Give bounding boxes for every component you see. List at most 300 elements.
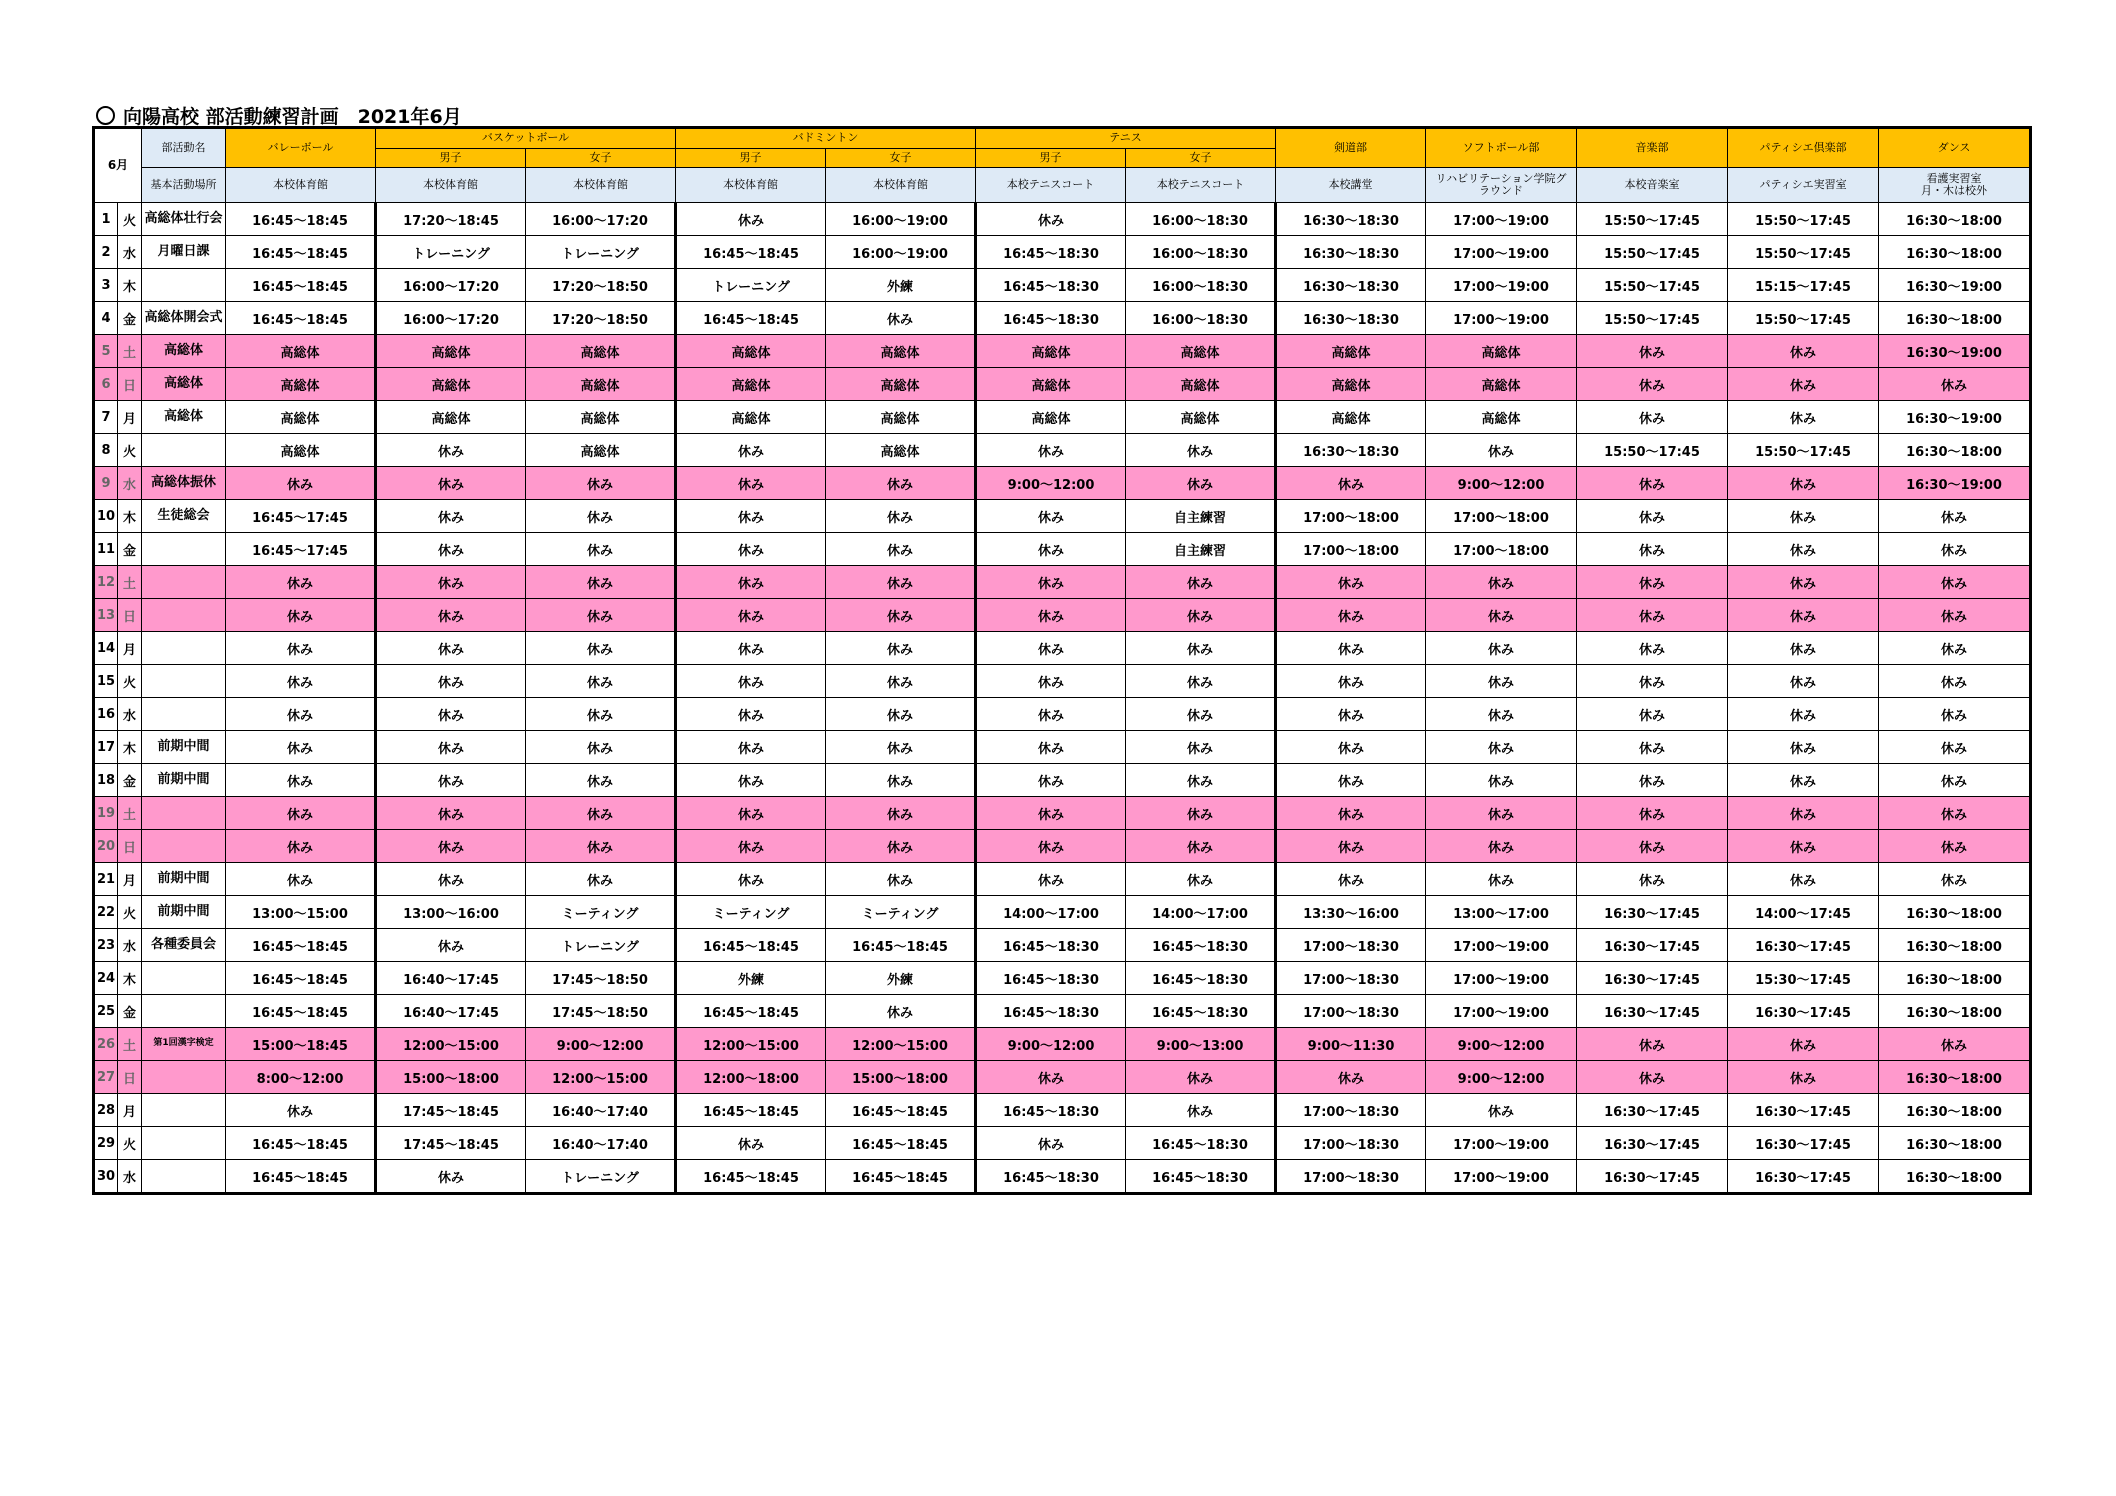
table-row bbox=[94, 962, 2031, 995]
schedule-cell: 休み bbox=[976, 731, 1126, 764]
schedule-cell: 16:00～17:20 bbox=[526, 203, 676, 236]
schedule-cell: 16:45～18:45 bbox=[226, 1127, 376, 1160]
schedule-cell: 休み bbox=[1577, 1061, 1728, 1094]
day-number: 19 bbox=[94, 797, 118, 830]
schedule-cell: 休み bbox=[1126, 1094, 1276, 1127]
schedule-cell: ミーティング bbox=[676, 896, 826, 929]
table-row bbox=[94, 1160, 2031, 1194]
schedule-cell: 16:00～17:20 bbox=[376, 269, 526, 302]
schedule-cell: 高総体 bbox=[1276, 335, 1426, 368]
schedule-cell: 休み bbox=[1577, 632, 1728, 665]
schedule-cell: 外練 bbox=[826, 269, 976, 302]
schedule-cell: 休み bbox=[1276, 863, 1426, 896]
schedule-cell: 休み bbox=[1126, 731, 1276, 764]
schedule-cell: 12:00～15:00 bbox=[826, 1028, 976, 1061]
schedule-cell: 17:45～18:50 bbox=[526, 962, 676, 995]
schedule-cell: 14:00～17:00 bbox=[1126, 896, 1276, 929]
schedule-cell: 16:45～18:30 bbox=[976, 236, 1126, 269]
schedule-cell: 12:00～15:00 bbox=[676, 1028, 826, 1061]
schedule-cell: 17:00～19:00 bbox=[1426, 236, 1577, 269]
schedule-cell: 休み bbox=[1426, 863, 1577, 896]
schedule-cell: 高総体 bbox=[226, 335, 376, 368]
schedule-cell: 16:30～18:00 bbox=[1879, 203, 2031, 236]
day-of-week: 水 bbox=[118, 236, 142, 269]
schedule-cell: 17:00～18:00 bbox=[1426, 533, 1577, 566]
table-row bbox=[94, 632, 2031, 665]
schedule-cell: 9:00～12:00 bbox=[526, 1028, 676, 1061]
schedule-cell: 休み bbox=[676, 203, 826, 236]
event-cell: 第1回漢字検定 bbox=[142, 1028, 226, 1061]
day-of-week: 木 bbox=[118, 269, 142, 302]
event-cell bbox=[142, 1094, 226, 1127]
schedule-cell: 16:45～18:45 bbox=[226, 269, 376, 302]
schedule-cell: 高総体 bbox=[976, 335, 1126, 368]
schedule-cell: 16:00～18:30 bbox=[1126, 302, 1276, 335]
schedule-cell: 休み bbox=[1126, 599, 1276, 632]
event-cell: 前期中間 bbox=[142, 764, 226, 797]
schedule-cell: 休み bbox=[526, 764, 676, 797]
schedule-cell: 休み bbox=[1577, 467, 1728, 500]
schedule-cell: 休み bbox=[376, 1160, 526, 1194]
schedule-cell: 16:30～17:45 bbox=[1728, 1094, 1879, 1127]
schedule-cell: 休み bbox=[226, 1094, 376, 1127]
page-title bbox=[96, 102, 462, 129]
schedule-cell: 9:00～12:00 bbox=[976, 1028, 1126, 1061]
schedule-cell: 休み bbox=[1728, 1061, 1879, 1094]
schedule-cell: 休み bbox=[1728, 368, 1879, 401]
schedule-cell: 休み bbox=[826, 599, 976, 632]
schedule-cell: 休み bbox=[526, 467, 676, 500]
month-cell: 6月 bbox=[94, 128, 142, 203]
schedule-cell: 16:30～17:45 bbox=[1577, 1094, 1728, 1127]
day-number: 24 bbox=[94, 962, 118, 995]
schedule-cell: 休み bbox=[226, 467, 376, 500]
schedule-cell: 13:00～17:00 bbox=[1426, 896, 1577, 929]
schedule-cell: 休み bbox=[826, 995, 976, 1028]
event-cell bbox=[142, 269, 226, 302]
day-number: 13 bbox=[94, 599, 118, 632]
schedule-cell: 13:00～15:00 bbox=[226, 896, 376, 929]
col-basketball: バスケットボール bbox=[376, 128, 676, 149]
schedule-cell: 休み bbox=[1276, 698, 1426, 731]
schedule-cell: 休み bbox=[1426, 566, 1577, 599]
schedule-cell: 休み bbox=[1728, 566, 1879, 599]
loc-music: 本校音楽室 bbox=[1577, 168, 1728, 203]
event-cell: 各種委員会 bbox=[142, 929, 226, 962]
schedule-cell: 16:45～18:45 bbox=[676, 929, 826, 962]
table-row bbox=[94, 896, 2031, 929]
schedule-cell: 休み bbox=[976, 1127, 1126, 1160]
table-row bbox=[94, 500, 2031, 533]
schedule-cell: 休み bbox=[1577, 665, 1728, 698]
schedule-cell: 休み bbox=[1276, 665, 1426, 698]
schedule-cell: 16:45～18:45 bbox=[826, 1127, 976, 1160]
schedule-cell: 休み bbox=[976, 599, 1126, 632]
event-cell bbox=[142, 995, 226, 1028]
page-title-text: 向陽高校 部活動練習計画 2021年6月 bbox=[123, 106, 462, 128]
day-number: 22 bbox=[94, 896, 118, 929]
schedule-cell: 休み bbox=[676, 731, 826, 764]
schedule-cell: 休み bbox=[676, 830, 826, 863]
schedule-cell: 16:45～18:45 bbox=[226, 1160, 376, 1194]
day-number: 9 bbox=[94, 467, 118, 500]
schedule-cell: 16:00～17:20 bbox=[376, 302, 526, 335]
schedule-cell: 休み bbox=[826, 665, 976, 698]
table-row bbox=[94, 830, 2031, 863]
schedule-cell: 16:45～18:45 bbox=[226, 302, 376, 335]
schedule-cell: 15:15～17:45 bbox=[1728, 269, 1879, 302]
schedule-cell: 休み bbox=[1126, 467, 1276, 500]
day-number: 2 bbox=[94, 236, 118, 269]
schedule-cell: 17:45～18:50 bbox=[526, 995, 676, 1028]
col-badminton-male: 男子 bbox=[676, 149, 826, 168]
schedule-cell: 休み bbox=[826, 467, 976, 500]
schedule-cell: 16:30～17:45 bbox=[1728, 995, 1879, 1028]
event-cell: 高総体壮行会 bbox=[142, 203, 226, 236]
schedule-cell: 休み bbox=[976, 665, 1126, 698]
schedule-cell: 17:45～18:45 bbox=[376, 1127, 526, 1160]
day-of-week: 土 bbox=[118, 566, 142, 599]
day-number: 5 bbox=[94, 335, 118, 368]
event-cell bbox=[142, 566, 226, 599]
day-of-week: 土 bbox=[118, 335, 142, 368]
schedule-cell: 16:40～17:45 bbox=[376, 995, 526, 1028]
schedule-cell: 休み bbox=[1577, 830, 1728, 863]
schedule-cell: 休み bbox=[1126, 764, 1276, 797]
schedule-cell: 休み bbox=[1577, 731, 1728, 764]
schedule-cell: 休み bbox=[1879, 830, 2031, 863]
schedule-cell: 16:30～19:00 bbox=[1879, 335, 2031, 368]
schedule-cell: 17:00～19:00 bbox=[1426, 1127, 1577, 1160]
col-patissier: パティシエ倶楽部 bbox=[1728, 128, 1879, 168]
schedule-cell: 休み bbox=[1126, 632, 1276, 665]
schedule-cell: 17:20～18:50 bbox=[526, 269, 676, 302]
event-cell bbox=[142, 1160, 226, 1194]
schedule-cell: 休み bbox=[1577, 335, 1728, 368]
schedule-cell: 休み bbox=[826, 632, 976, 665]
schedule-cell: 16:45～17:45 bbox=[226, 500, 376, 533]
event-cell bbox=[142, 665, 226, 698]
schedule-cell: 休み bbox=[976, 203, 1126, 236]
schedule-cell: 休み bbox=[976, 797, 1126, 830]
col-basketball-male: 男子 bbox=[376, 149, 526, 168]
schedule-cell: 休み bbox=[1126, 434, 1276, 467]
schedule-cell: 休み bbox=[1728, 863, 1879, 896]
schedule-cell: 休み bbox=[526, 830, 676, 863]
schedule-cell: 高総体 bbox=[1426, 401, 1577, 434]
schedule-cell: 休み bbox=[826, 533, 976, 566]
event-cell bbox=[142, 632, 226, 665]
schedule-cell: 高総体 bbox=[976, 401, 1126, 434]
table-row bbox=[94, 797, 2031, 830]
schedule-cell: 16:45～18:45 bbox=[676, 236, 826, 269]
schedule-cell: 休み bbox=[376, 731, 526, 764]
schedule-cell: 9:00～12:00 bbox=[1426, 467, 1577, 500]
schedule-cell: 休み bbox=[676, 632, 826, 665]
schedule-cell: 17:00～19:00 bbox=[1426, 302, 1577, 335]
day-number: 6 bbox=[94, 368, 118, 401]
day-number: 12 bbox=[94, 566, 118, 599]
loc-patissier: パティシエ実習室 bbox=[1728, 168, 1879, 203]
day-number: 18 bbox=[94, 764, 118, 797]
schedule-cell: 休み bbox=[376, 467, 526, 500]
schedule-cell: 16:30～17:45 bbox=[1577, 995, 1728, 1028]
schedule-cell: 16:45～18:30 bbox=[976, 995, 1126, 1028]
schedule-cell: 15:50～17:45 bbox=[1728, 302, 1879, 335]
schedule-cell: 16:30～17:45 bbox=[1577, 1127, 1728, 1160]
schedule-cell: 外練 bbox=[676, 962, 826, 995]
schedule-cell: 休み bbox=[1728, 731, 1879, 764]
event-cell: 生徒総会 bbox=[142, 500, 226, 533]
schedule-cell: トレーニング bbox=[526, 929, 676, 962]
schedule-cell: 16:45～18:45 bbox=[226, 995, 376, 1028]
schedule-cell: 15:50～17:45 bbox=[1577, 236, 1728, 269]
day-of-week: 土 bbox=[118, 797, 142, 830]
schedule-cell: 休み bbox=[976, 1061, 1126, 1094]
schedule-cell: 休み bbox=[1126, 830, 1276, 863]
table-row bbox=[94, 995, 2031, 1028]
schedule-cell: 17:00～18:00 bbox=[1276, 500, 1426, 533]
schedule-cell: 16:45～18:30 bbox=[976, 1160, 1126, 1194]
schedule-cell: 16:30～18:00 bbox=[1879, 1094, 2031, 1127]
schedule-cell: 休み bbox=[1728, 599, 1879, 632]
schedule-cell: 16:30～18:00 bbox=[1879, 434, 2031, 467]
schedule-cell: 16:30～18:00 bbox=[1879, 929, 2031, 962]
schedule-cell: 高総体 bbox=[1126, 401, 1276, 434]
schedule-cell: 休み bbox=[1126, 698, 1276, 731]
schedule-cell: 高総体 bbox=[676, 335, 826, 368]
table-row bbox=[94, 335, 2031, 368]
schedule-cell: ミーティング bbox=[826, 896, 976, 929]
schedule-cell: 休み bbox=[676, 500, 826, 533]
schedule-cell: 休み bbox=[1276, 467, 1426, 500]
schedule-cell: 休み bbox=[1879, 368, 2031, 401]
schedule-cell: 休み bbox=[1879, 863, 2031, 896]
schedule-cell: 休み bbox=[676, 797, 826, 830]
schedule-cell: 高総体 bbox=[1426, 335, 1577, 368]
schedule-cell: 休み bbox=[376, 566, 526, 599]
schedule-cell: 休み bbox=[1276, 731, 1426, 764]
schedule-cell: 休み bbox=[1426, 830, 1577, 863]
schedule-cell: 休み bbox=[976, 632, 1126, 665]
schedule-cell: 休み bbox=[226, 731, 376, 764]
schedule-cell: 休み bbox=[976, 434, 1126, 467]
schedule-cell: 16:45～18:45 bbox=[226, 236, 376, 269]
loc-dance: 看護実習室 月・木は校外 bbox=[1879, 168, 2031, 203]
day-number: 15 bbox=[94, 665, 118, 698]
schedule-cell: 休み bbox=[1577, 566, 1728, 599]
event-cell bbox=[142, 533, 226, 566]
schedule-cell: 12:00～15:00 bbox=[526, 1061, 676, 1094]
day-of-week: 日 bbox=[118, 368, 142, 401]
schedule-cell: 17:00～18:00 bbox=[1426, 500, 1577, 533]
schedule-cell: 16:45～18:30 bbox=[976, 962, 1126, 995]
schedule-cell: 休み bbox=[676, 665, 826, 698]
schedule-cell: 休み bbox=[826, 302, 976, 335]
day-of-week: 火 bbox=[118, 1127, 142, 1160]
schedule-cell: 休み bbox=[1728, 698, 1879, 731]
day-number: 23 bbox=[94, 929, 118, 962]
schedule-cell: 休み bbox=[976, 566, 1126, 599]
col-tennis-male: 男子 bbox=[976, 149, 1126, 168]
schedule-cell: 休み bbox=[376, 632, 526, 665]
schedule-cell: 16:30～17:45 bbox=[1577, 929, 1728, 962]
schedule-cell: 高総体 bbox=[826, 335, 976, 368]
schedule-cell: 休み bbox=[376, 863, 526, 896]
schedule-cell: 16:45～18:45 bbox=[226, 962, 376, 995]
event-cell bbox=[142, 599, 226, 632]
schedule-cell: 休み bbox=[676, 764, 826, 797]
schedule-cell: 12:00～15:00 bbox=[376, 1028, 526, 1061]
schedule-cell: 16:45～18:30 bbox=[1126, 1160, 1276, 1194]
col-music: 音楽部 bbox=[1577, 128, 1728, 168]
schedule-cell: 休み bbox=[1426, 632, 1577, 665]
schedule-cell: 16:30～18:00 bbox=[1879, 896, 2031, 929]
schedule-cell: 休み bbox=[676, 863, 826, 896]
schedule-cell: 休み bbox=[1126, 1061, 1276, 1094]
schedule-cell: 16:45～18:45 bbox=[826, 1094, 976, 1127]
table-row bbox=[94, 368, 2031, 401]
schedule-cell: 高総体 bbox=[826, 434, 976, 467]
table-row bbox=[94, 863, 2031, 896]
col-basketball-female: 女子 bbox=[526, 149, 676, 168]
table-row bbox=[94, 269, 2031, 302]
day-number: 21 bbox=[94, 863, 118, 896]
schedule-cell: 16:30～18:00 bbox=[1879, 962, 2031, 995]
schedule-cell: 休み bbox=[1276, 797, 1426, 830]
schedule-cell: 9:00～11:30 bbox=[1276, 1028, 1426, 1061]
schedule-cell: 16:45～18:30 bbox=[1126, 1127, 1276, 1160]
schedule-cell: 高総体 bbox=[526, 335, 676, 368]
schedule-cell: 休み bbox=[976, 500, 1126, 533]
schedule-cell: 高総体 bbox=[676, 401, 826, 434]
schedule-cell: 休み bbox=[526, 566, 676, 599]
schedule-cell: 16:30～18:00 bbox=[1879, 1127, 2031, 1160]
day-of-week: 日 bbox=[118, 599, 142, 632]
day-of-week: 水 bbox=[118, 1160, 142, 1194]
schedule-cell: 休み bbox=[526, 533, 676, 566]
schedule-cell: 休み bbox=[1577, 368, 1728, 401]
schedule-cell: 16:30～18:30 bbox=[1276, 236, 1426, 269]
schedule-cell: 休み bbox=[1577, 533, 1728, 566]
schedule-cell: 休み bbox=[376, 764, 526, 797]
schedule-cell: 16:30～18:00 bbox=[1879, 1160, 2031, 1194]
schedule-cell: 休み bbox=[1728, 632, 1879, 665]
day-of-week: 月 bbox=[118, 1094, 142, 1127]
schedule-cell: 休み bbox=[976, 698, 1126, 731]
schedule-cell: 休み bbox=[1126, 566, 1276, 599]
table-row bbox=[94, 929, 2031, 962]
schedule-cell: 休み bbox=[226, 797, 376, 830]
schedule-cell: 15:00～18:45 bbox=[226, 1028, 376, 1061]
schedule-cell: 16:30～18:00 bbox=[1879, 1061, 2031, 1094]
schedule-cell: 休み bbox=[1276, 632, 1426, 665]
schedule-cell: 16:45～18:45 bbox=[826, 1160, 976, 1194]
schedule-cell: 休み bbox=[1426, 665, 1577, 698]
schedule-cell: 17:45～18:45 bbox=[376, 1094, 526, 1127]
schedule-cell: 高総体 bbox=[1126, 335, 1276, 368]
schedule-cell: 15:30～17:45 bbox=[1728, 962, 1879, 995]
schedule-cell: 17:00～18:30 bbox=[1276, 1160, 1426, 1194]
table-row bbox=[94, 203, 2031, 236]
schedule-cell: 休み bbox=[1126, 665, 1276, 698]
day-number: 30 bbox=[94, 1160, 118, 1194]
schedule-cell: 高総体 bbox=[376, 401, 526, 434]
day-of-week: 日 bbox=[118, 1061, 142, 1094]
schedule-cell: 高総体 bbox=[826, 401, 976, 434]
schedule-cell: ミーティング bbox=[526, 896, 676, 929]
col-badminton-female: 女子 bbox=[826, 149, 976, 168]
schedule-cell: 休み bbox=[1728, 665, 1879, 698]
schedule-cell: 16:30～18:00 bbox=[1879, 302, 2031, 335]
schedule-cell: 16:45～18:30 bbox=[976, 929, 1126, 962]
loc-basketball-male: 本校体育館 bbox=[376, 168, 526, 203]
schedule-cell: 17:00～18:30 bbox=[1276, 929, 1426, 962]
schedule-cell: 休み bbox=[526, 632, 676, 665]
schedule-cell: 休み bbox=[1426, 1094, 1577, 1127]
loc-basketball-female: 本校体育館 bbox=[526, 168, 676, 203]
schedule-cell: 16:30～17:45 bbox=[1577, 962, 1728, 995]
schedule-cell: 休み bbox=[1728, 830, 1879, 863]
table-row bbox=[94, 533, 2031, 566]
event-cell: 高総体振休 bbox=[142, 467, 226, 500]
schedule-cell: 16:45～18:45 bbox=[676, 1160, 826, 1194]
schedule-cell: 13:30～16:00 bbox=[1276, 896, 1426, 929]
schedule-cell: 休み bbox=[1879, 533, 2031, 566]
schedule-cell: 15:50～17:45 bbox=[1577, 203, 1728, 236]
day-number: 1 bbox=[94, 203, 118, 236]
day-of-week: 日 bbox=[118, 830, 142, 863]
day-number: 3 bbox=[94, 269, 118, 302]
schedule-cell: 休み bbox=[1577, 797, 1728, 830]
schedule-cell: 9:00～12:00 bbox=[1426, 1028, 1577, 1061]
schedule-cell: 17:00～19:00 bbox=[1426, 995, 1577, 1028]
location-label: 基本活動場所 bbox=[142, 168, 226, 203]
day-of-week: 火 bbox=[118, 434, 142, 467]
event-cell bbox=[142, 434, 226, 467]
schedule-cell: 休み bbox=[1276, 1061, 1426, 1094]
schedule-cell: 休み bbox=[1577, 764, 1728, 797]
schedule-cell: 休み bbox=[526, 665, 676, 698]
day-of-week: 水 bbox=[118, 929, 142, 962]
schedule-cell: 休み bbox=[976, 830, 1126, 863]
schedule-cell: 休み bbox=[1577, 698, 1728, 731]
schedule-cell: 14:00～17:45 bbox=[1728, 896, 1879, 929]
schedule-cell: 16:45～17:45 bbox=[226, 533, 376, 566]
schedule-cell: 16:30～19:00 bbox=[1879, 401, 2031, 434]
schedule-cell: 休み bbox=[676, 533, 826, 566]
event-cell bbox=[142, 830, 226, 863]
schedule-cell: 16:00～19:00 bbox=[826, 203, 976, 236]
event-cell bbox=[142, 1061, 226, 1094]
schedule-cell: トレーニング bbox=[526, 236, 676, 269]
schedule-cell: 16:30～17:45 bbox=[1728, 1160, 1879, 1194]
event-cell: 高総体 bbox=[142, 401, 226, 434]
schedule-cell: 休み bbox=[1728, 533, 1879, 566]
day-of-week: 月 bbox=[118, 863, 142, 896]
schedule-cell: 17:00～19:00 bbox=[1426, 269, 1577, 302]
col-tennis-female: 女子 bbox=[1126, 149, 1276, 168]
schedule-cell: 17:20～18:50 bbox=[526, 302, 676, 335]
schedule-cell: 休み bbox=[826, 830, 976, 863]
table-row bbox=[94, 236, 2031, 269]
day-number: 4 bbox=[94, 302, 118, 335]
schedule-cell: 16:30～18:30 bbox=[1276, 269, 1426, 302]
loc-tennis-female: 本校テニスコート bbox=[1126, 168, 1276, 203]
schedule-cell: 休み bbox=[1879, 764, 2031, 797]
table-row bbox=[94, 434, 2031, 467]
schedule-cell: 外練 bbox=[826, 962, 976, 995]
